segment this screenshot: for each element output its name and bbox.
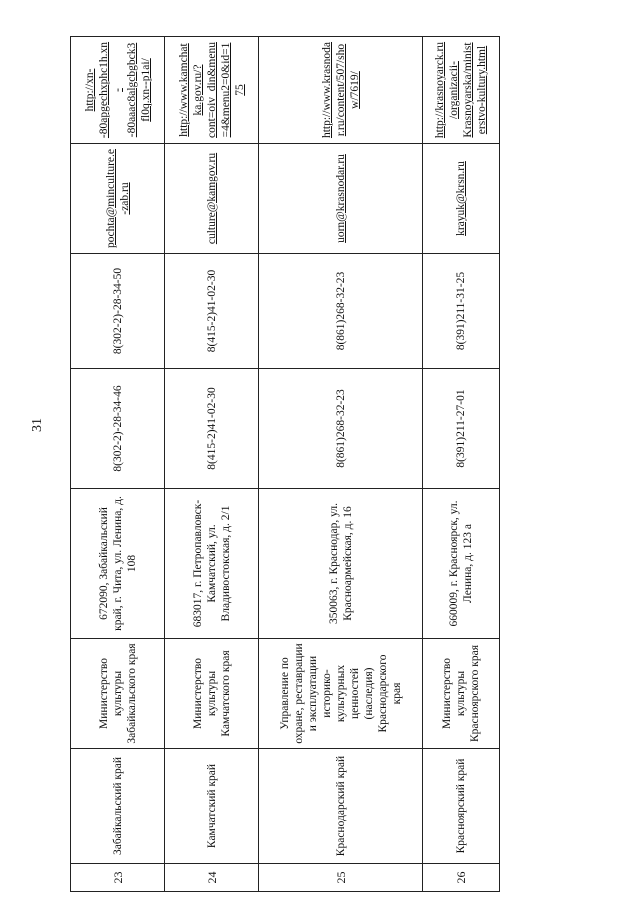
ministry-cell: Управление по охране, реставрации и эксплуатации историко-культурных ценностей (наследия) Краснодарского края (259, 639, 423, 749)
email-link[interactable]: pochta@minculture.e-zab.ru (71, 144, 165, 254)
website-link[interactable]: http://www.kamchatka.gov.ru/?cont=oiv_din&menu=4&menu2=0&id=175 (165, 37, 259, 144)
row-number: 23 (71, 864, 165, 892)
page-number: 31 (30, 418, 45, 432)
region-cell: Забайкальский край (71, 749, 165, 864)
table-row (165, 37, 259, 892)
ministry-cell: Министерство культуры Камчатского края (165, 639, 259, 749)
contacts-table (70, 36, 500, 892)
address-cell: 672090, Забайкальский край, г. Чита, ул. Ленина, д. 108 (71, 489, 165, 639)
table-row (71, 37, 165, 892)
row-number: 25 (259, 864, 423, 892)
fax-cell: 8(415-2)41-02-30 (165, 254, 259, 369)
table-row (259, 37, 423, 892)
phone-cell: 8(861)268-32-23 (259, 369, 423, 489)
fax-cell: 8(302-2)-28-34-50 (71, 254, 165, 369)
fax-cell: 8(861)268-32-23 (259, 254, 423, 369)
phone-cell: 8(415-2)41-02-30 (165, 369, 259, 489)
ministry-cell: Министерство культуры Забайкальского края (71, 639, 165, 749)
region-cell: Камчатский край (165, 749, 259, 864)
region-cell: Красноярский край (423, 749, 500, 864)
ministry-cell: Министерство культуры Красноярского края (423, 639, 500, 749)
region-cell: Краснодарский край (259, 749, 423, 864)
row-number: 24 (165, 864, 259, 892)
fax-cell: 8(391)211-31-25 (423, 254, 500, 369)
phone-cell: 8(391)211-27-01 (423, 369, 500, 489)
table-row (423, 37, 500, 892)
address-cell: 660009, г. Красноярск, ул. Ленина, д. 123 а (423, 489, 500, 639)
website-link[interactable]: http://xn--80apgechxphc1h.xn--80aaac8algcbgbck3fl0q.xn--p1ai/ (71, 37, 165, 144)
email-link[interactable]: uorn@krasnodar.ru (259, 144, 423, 254)
email-link[interactable]: krayuk@krsn.ru (423, 144, 500, 254)
email-link[interactable]: culture@kamgov.ru (165, 144, 259, 254)
address-cell: 683017, г. Петропавловск-Камчатский, ул. Владивостокская, д. 2/1 (165, 489, 259, 639)
website-link[interactable]: http://www.krasnodar.ru/content/507/show/7619/ (259, 37, 423, 144)
website-link[interactable]: http://krasnoyarck.ru/organizacii-Krasnoyarska/ministerstvo-kultury.html (423, 37, 500, 144)
contacts-table-container (70, 37, 500, 892)
address-cell: 350063, г. Краснодар, ул. Красноармейская, д. 16 (259, 489, 423, 639)
row-number: 26 (423, 864, 500, 892)
phone-cell: 8(302-2)-28-34-46 (71, 369, 165, 489)
